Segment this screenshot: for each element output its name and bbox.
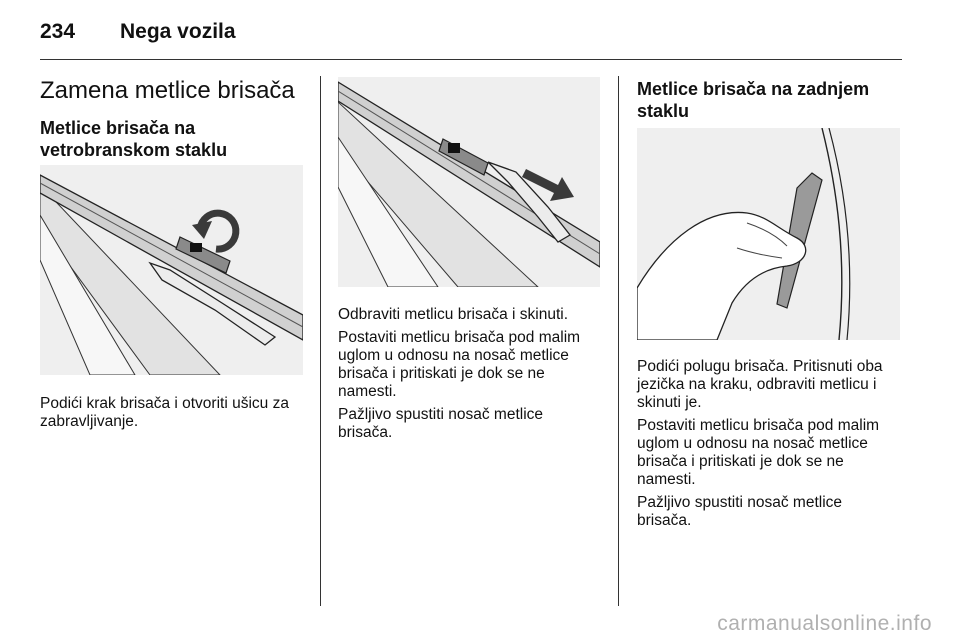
windshield-blade-heading <box>40 117 227 161</box>
hand-icon <box>637 212 806 340</box>
watermark: carmanualsonline.info <box>717 612 932 635</box>
paragraph-2: Postaviti metlicu brisača pod malim uglom u odnosu na nosač metlice brisača i pritiskati je dok se ne namesti. <box>338 329 581 400</box>
col2-instructions <box>338 306 600 442</box>
paragraph-1: Podići polugu brisača. Pritisnuti oba jezička na kraku, odbraviti metlicu i skinuti je. <box>637 358 883 411</box>
paragraph-1: Odbraviti metlicu brisača i skinuti. <box>338 306 568 323</box>
page-number: 234 <box>40 20 76 43</box>
wiper-illustration-3 <box>637 128 900 340</box>
figure-lift-arm <box>40 165 303 375</box>
paragraph-1: Podići krak brisača i otvoriti ušicu za zabravljivanje. <box>40 395 289 430</box>
section-title: Zamena metlice brisača <box>40 77 295 104</box>
paragraph-2: Postaviti metlicu brisača pod malim uglom u odnosu na nosač metlice brisača i pritiskati je dok se ne namesti. <box>637 417 880 488</box>
paragraph-3: Pažljivo spustiti nosač metlice brisača. <box>338 406 544 441</box>
col1-instructions <box>40 395 302 431</box>
rear-window-blade-heading <box>637 78 869 122</box>
chapter-title: Nega vozila <box>120 20 236 43</box>
heading-line-2: vetrobranskom staklu <box>40 140 228 160</box>
column-divider-1 <box>320 76 321 606</box>
header-rule <box>40 59 902 60</box>
column-divider-2 <box>618 76 619 606</box>
wiper-illustration-1 <box>40 165 303 375</box>
heading-line-1: Metlice brisača na zadnjem <box>637 79 870 99</box>
heading-line-2: staklu <box>637 101 690 121</box>
paragraph-3: Pažljivo spustiti nosač metlice brisača. <box>637 494 843 529</box>
heading-line-1: Metlice brisača na <box>40 118 196 138</box>
col3-instructions <box>637 358 899 530</box>
wiper-illustration-2 <box>338 77 600 287</box>
figure-rear-wiper <box>637 128 900 340</box>
figure-unlock-blade <box>338 77 600 287</box>
